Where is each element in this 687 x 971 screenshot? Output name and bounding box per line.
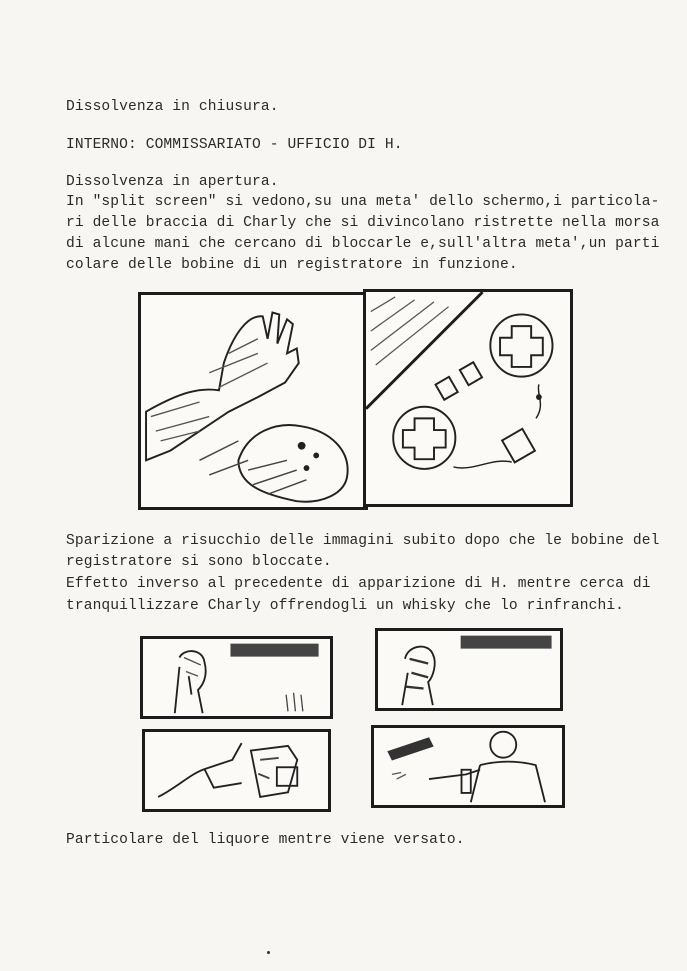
panel-3-drawing	[145, 732, 328, 809]
storyboard-panel-2	[375, 628, 563, 711]
storyboard-panel-3	[142, 729, 331, 812]
line-description-5: Sparizione a risucchio delle immagini subito dopo che le bobine del	[66, 533, 660, 549]
storyboard-panel-1	[140, 636, 333, 719]
line-description-3: di alcune mani che cercano di bloccarle e,sull'altra meta',un parti	[66, 236, 660, 252]
line-dissolvenza-apertura: Dissolvenza in apertura.	[66, 174, 279, 190]
line-description-9: Particolare del liquore mentre viene versato.	[66, 832, 465, 848]
line-description-2: ri delle braccia di Charly che si divincolano ristrette nella morsa	[66, 215, 660, 231]
line-dissolvenza-chiusura: Dissolvenza in chiusura.	[66, 99, 279, 115]
storyboard-panel-4	[371, 725, 565, 808]
line-description-1: In "split screen" si vedono,su una meta' dello schermo,i particola-	[66, 194, 660, 210]
line-description-6: registratore si sono bloccate.	[66, 554, 332, 570]
line-scene-heading: INTERNO: COMMISSARIATO - UFFICIO DI H.	[66, 137, 403, 153]
sketch-split-screen-reels	[363, 289, 573, 507]
panel-2-drawing	[378, 631, 560, 708]
panel-1-drawing	[143, 639, 330, 716]
sketch-split-screen-arms	[138, 292, 368, 510]
sketch-arms-drawing	[141, 295, 365, 507]
line-description-8: tranquillizzare Charly offrendogli un whisky che lo rinfranchi.	[66, 598, 625, 614]
bottom-dot	[267, 951, 270, 954]
line-description-7: Effetto inverso al precedente di apparizione di H. mentre cerca di	[66, 576, 651, 592]
sketch-reels-drawing	[366, 292, 570, 504]
line-description-4: colare delle bobine di un registratore in funzione.	[66, 257, 518, 273]
panel-4-drawing	[374, 728, 562, 805]
